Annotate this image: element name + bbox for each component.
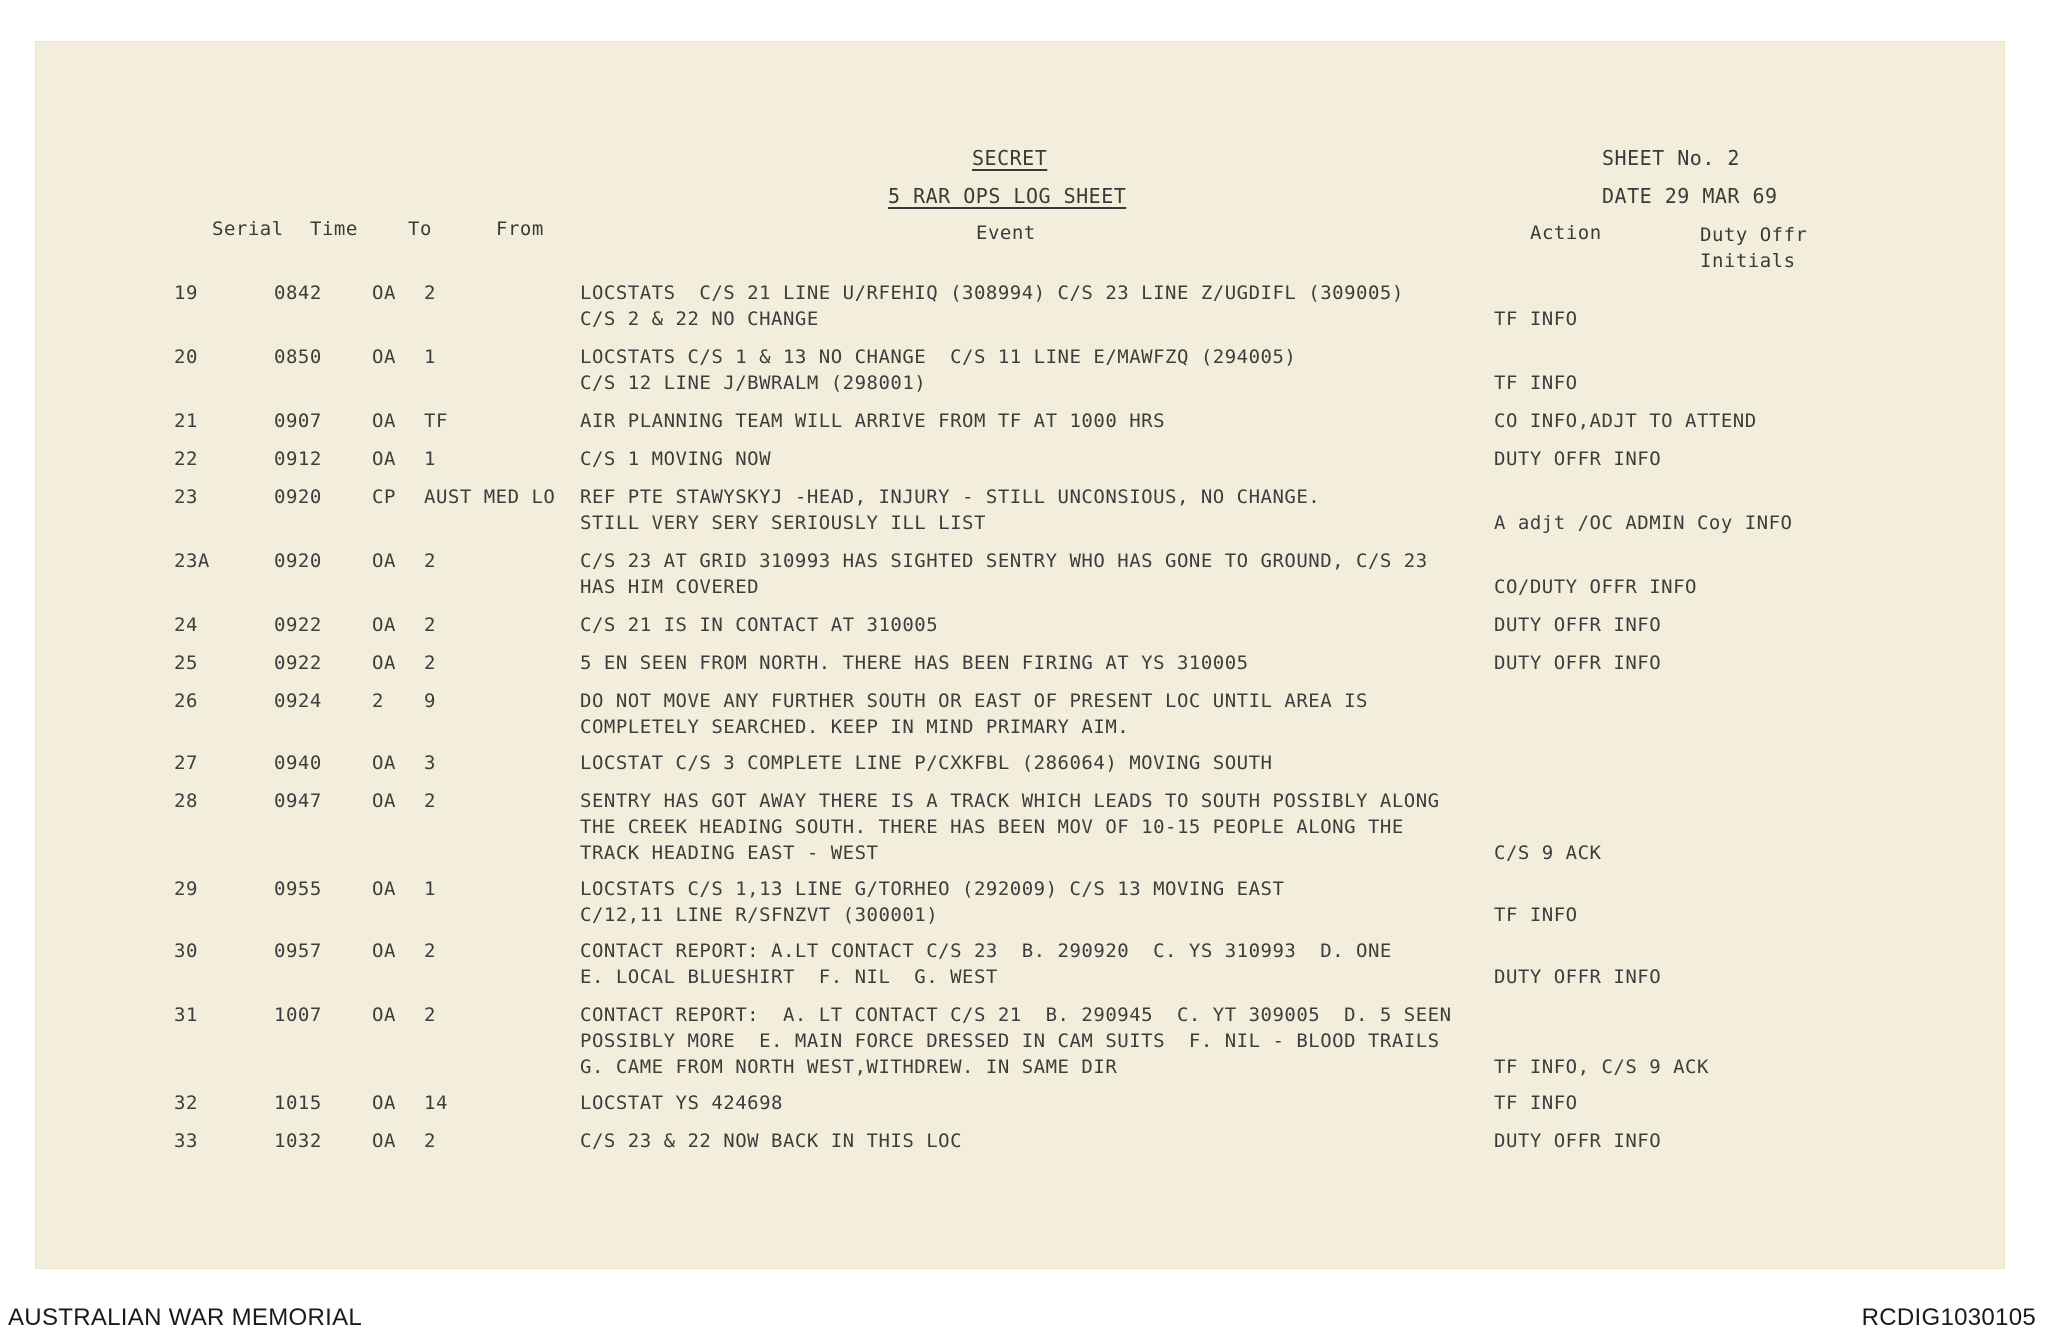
to-cell: OA [372, 790, 396, 812]
time-cell: 0912 [274, 448, 322, 470]
event-cell: C/S 1 MOVING NOW [580, 448, 772, 470]
serial-cell: 28 [174, 790, 198, 812]
from-cell: 2 [424, 282, 436, 304]
event-cell: CONTACT REPORT: A. LT CONTACT C/S 21 B. 290945 C. YT 309005 D. 5 SEEN POSSIBLY MORE E. MAIN FORCE DRESSED IN CAM SUITS F. NIL - BLOOD TRAILS G. CAME FROM NORTH WEST,WITHDREW. IN SAME DIR [580, 1004, 1452, 1078]
time-cell: 0922 [274, 614, 322, 636]
event-cell: LOCSTAT YS 424698 [580, 1092, 783, 1114]
from-cell: 1 [424, 448, 436, 470]
from-cell: 3 [424, 752, 436, 774]
time-cell: 0947 [274, 790, 322, 812]
from-cell: 2 [424, 1004, 436, 1026]
to-cell: OA [372, 346, 396, 368]
event-cell: C/S 23 & 22 NOW BACK IN THIS LOC [580, 1130, 963, 1152]
serial-cell: 23A [174, 550, 210, 572]
event-cell: SENTRY HAS GOT AWAY THERE IS A TRACK WHICH LEADS TO SOUTH POSSIBLY ALONG THE CREEK HEADING SOUTH. THERE HAS BEEN MOV OF 10-15 PEOPLE ALONG THE TRACK HEADING EAST - WEST [580, 790, 1440, 864]
to-cell: CP [372, 486, 396, 508]
action-cell: DUTY OFFR INFO [1494, 448, 1662, 470]
event-cell: DO NOT MOVE ANY FURTHER SOUTH OR EAST OF PRESENT LOC UNTIL AREA IS COMPLETELY SEARCHED. KEEP IN MIND PRIMARY AIM. [580, 690, 1368, 738]
sheet-number: SHEET No. 2 [1602, 146, 1740, 170]
to-cell: OA [372, 752, 396, 774]
to-cell: 2 [372, 690, 384, 712]
time-cell: 0924 [274, 690, 322, 712]
serial-cell: 31 [174, 1004, 198, 1026]
serial-cell: 33 [174, 1130, 198, 1152]
to-cell: OA [372, 878, 396, 900]
event-cell: REF PTE STAWYSKYJ -HEAD, INJURY - STILL UNCONSIOUS, NO CHANGE. STILL VERY SERY SERIOUSLY ILL LIST [580, 486, 1321, 534]
event-cell: AIR PLANNING TEAM WILL ARRIVE FROM TF AT 1000 HRS [580, 410, 1166, 432]
to-cell: OA [372, 1130, 396, 1152]
time-cell: 0842 [274, 282, 322, 304]
col-to: To [408, 218, 432, 240]
from-cell: 2 [424, 790, 436, 812]
sheet-title: 5 RAR OPS LOG SHEET [888, 184, 1127, 208]
event-cell: CONTACT REPORT: A.LT CONTACT C/S 23 B. 290920 C. YS 310993 D. ONE E. LOCAL BLUESHIRT F. NIL G. WEST [580, 940, 1392, 988]
time-cell: 0907 [274, 410, 322, 432]
time-cell: 0920 [274, 486, 322, 508]
time-cell: 0940 [274, 752, 322, 774]
col-duty-offr: Duty Offr Initials [1700, 224, 1808, 272]
event-cell: LOCSTATS C/S 21 LINE U/RFEHIQ (308994) C/S 23 LINE Z/UGDIFL (309005) C/S 2 & 22 NO CHANGE [580, 282, 1404, 330]
serial-cell: 24 [174, 614, 198, 636]
time-cell: 0955 [274, 878, 322, 900]
serial-cell: 32 [174, 1092, 198, 1114]
from-cell: 2 [424, 940, 436, 962]
serial-cell: 19 [174, 282, 198, 304]
to-cell: OA [372, 1004, 396, 1026]
col-serial: Serial [212, 218, 284, 240]
serial-cell: 25 [174, 652, 198, 674]
to-cell: OA [372, 448, 396, 470]
action-cell: DUTY OFFR INFO [1494, 614, 1662, 636]
event-cell: 5 EN SEEN FROM NORTH. THERE HAS BEEN FIRING AT YS 310005 [580, 652, 1249, 674]
from-cell: TF [424, 410, 448, 432]
action-cell: TF INFO [1494, 904, 1578, 926]
time-cell: 0957 [274, 940, 322, 962]
event-cell: LOCSTATS C/S 1,13 LINE G/TORHEO (292009) C/S 13 MOVING EAST C/12,11 LINE R/SFNZVT (300001) [580, 878, 1285, 926]
serial-cell: 29 [174, 878, 198, 900]
event-cell: LOCSTATS C/S 1 & 13 NO CHANGE C/S 11 LINE E/MAWFZQ (294005) C/S 12 LINE J/BWRALM (298001) [580, 346, 1297, 394]
serial-cell: 26 [174, 690, 198, 712]
classification: SECRET [972, 146, 1048, 170]
from-cell: AUST MED LO [424, 486, 556, 508]
serial-cell: 30 [174, 940, 198, 962]
from-cell: 2 [424, 652, 436, 674]
time-cell: 1032 [274, 1130, 322, 1152]
action-cell: A adjt /OC ADMIN Coy INFO [1494, 512, 1793, 534]
col-time: Time [310, 218, 358, 240]
from-cell: 9 [424, 690, 436, 712]
to-cell: OA [372, 550, 396, 572]
to-cell: OA [372, 614, 396, 636]
serial-cell: 20 [174, 346, 198, 368]
from-cell: 2 [424, 550, 436, 572]
to-cell: OA [372, 1092, 396, 1114]
from-cell: 1 [424, 346, 436, 368]
action-cell: CO INFO,ADJT TO ATTEND [1494, 410, 1757, 432]
time-cell: 0850 [274, 346, 322, 368]
from-cell: 1 [424, 878, 436, 900]
action-cell: TF INFO [1494, 1092, 1578, 1114]
from-cell: 14 [424, 1092, 448, 1114]
action-cell: CO/DUTY OFFR INFO [1494, 576, 1697, 598]
footer-right: RCDIG1030105 [1861, 1304, 2036, 1331]
footer-left: AUSTRALIAN WAR MEMORIAL [8, 1304, 363, 1331]
col-action: Action [1530, 222, 1602, 244]
serial-cell: 23 [174, 486, 198, 508]
to-cell: OA [372, 940, 396, 962]
sheet-date: DATE 29 MAR 69 [1602, 184, 1778, 208]
time-cell: 1007 [274, 1004, 322, 1026]
action-cell: C/S 9 ACK [1494, 842, 1602, 864]
action-cell: DUTY OFFR INFO [1494, 966, 1662, 988]
to-cell: OA [372, 652, 396, 674]
to-cell: OA [372, 282, 396, 304]
serial-cell: 21 [174, 410, 198, 432]
action-cell: TF INFO [1494, 308, 1578, 330]
time-cell: 1015 [274, 1092, 322, 1114]
time-cell: 0920 [274, 550, 322, 572]
serial-cell: 22 [174, 448, 198, 470]
serial-cell: 27 [174, 752, 198, 774]
action-cell: TF INFO, C/S 9 ACK [1494, 1056, 1709, 1078]
from-cell: 2 [424, 614, 436, 636]
action-cell: TF INFO [1494, 372, 1578, 394]
event-cell: C/S 21 IS IN CONTACT AT 310005 [580, 614, 939, 636]
col-from: From [496, 218, 544, 240]
col-event: Event [976, 222, 1036, 244]
action-cell: DUTY OFFR INFO [1494, 652, 1662, 674]
to-cell: OA [372, 410, 396, 432]
time-cell: 0922 [274, 652, 322, 674]
event-cell: C/S 23 AT GRID 310993 HAS SIGHTED SENTRY WHO HAS GONE TO GROUND, C/S 23 HAS HIM COVERED [580, 550, 1428, 598]
from-cell: 2 [424, 1130, 436, 1152]
action-cell: DUTY OFFR INFO [1494, 1130, 1662, 1152]
event-cell: LOCSTAT C/S 3 COMPLETE LINE P/CXKFBL (286064) MOVING SOUTH [580, 752, 1273, 774]
